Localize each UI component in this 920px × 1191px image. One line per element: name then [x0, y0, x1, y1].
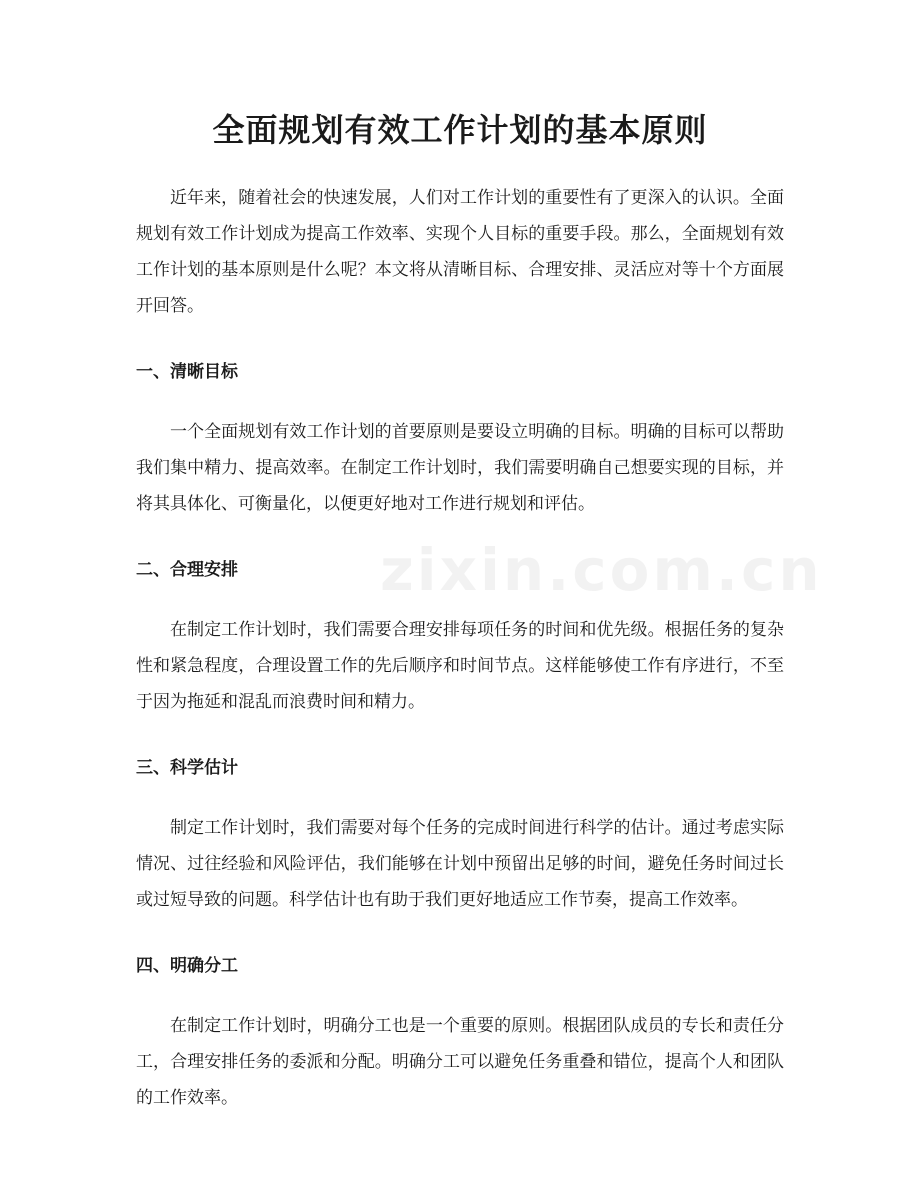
document-body: [136, 180, 784, 1116]
section-heading-2: 二、合理安排: [136, 560, 238, 580]
intro-paragraph: 近年来，随着社会的快速发展，人们对工作计划的重要性有了更深入的认识。全面规划有效工作计划成为提高工作效率、实现个人目标的重要手段。那么，全面规划有效工作计划的基本原则是什么呢？本文将从清晰目标、合理安排、灵活应对等十个方面展开回答。: [136, 188, 784, 316]
document-title: 全面规划有效工作计划的基本原则: [212, 111, 708, 149]
section-heading-1: 一、清晰目标: [136, 362, 238, 382]
section-body-1: 一个全面规划有效工作计划的首要原则是要设立明确的目标。明确的目标可以帮助我们集中精力、提高效率。在制定工作计划时，我们需要明确自己想要实现的目标，并将其具体化、可衡量化，以便更好地对工作进行规划和评估。: [136, 422, 784, 514]
section-body-3: 制定工作计划时，我们需要对每个任务的完成时间进行科学的估计。通过考虑实际情况、过往经验和风险评估，我们能够在计划中预留出足够的时间，避免任务时间过长或过短导致的问题。科学估计也有助于我们更好地适应工作节奏，提高工作效率。: [136, 818, 784, 910]
section-body-2: 在制定工作计划时，我们需要合理安排每项任务的时间和优先级。根据任务的复杂性和紧急程度，合理设置工作的先后顺序和时间节点。这样能够使工作有序进行，不至于因为拖延和混乱而浪费时间和精力。: [136, 620, 784, 712]
section-body-4: 在制定工作计划时，明确分工也是一个重要的原则。根据团队成员的专长和责任分工，合理安排任务的委派和分配。明确分工可以避免任务重叠和错位，提高个人和团队的工作效率。: [136, 1016, 784, 1108]
watermark: zixin.com.cn: [380, 536, 823, 604]
section-heading-4: 四、明确分工: [136, 956, 238, 976]
section-heading-3: 三、科学估计: [136, 758, 238, 778]
